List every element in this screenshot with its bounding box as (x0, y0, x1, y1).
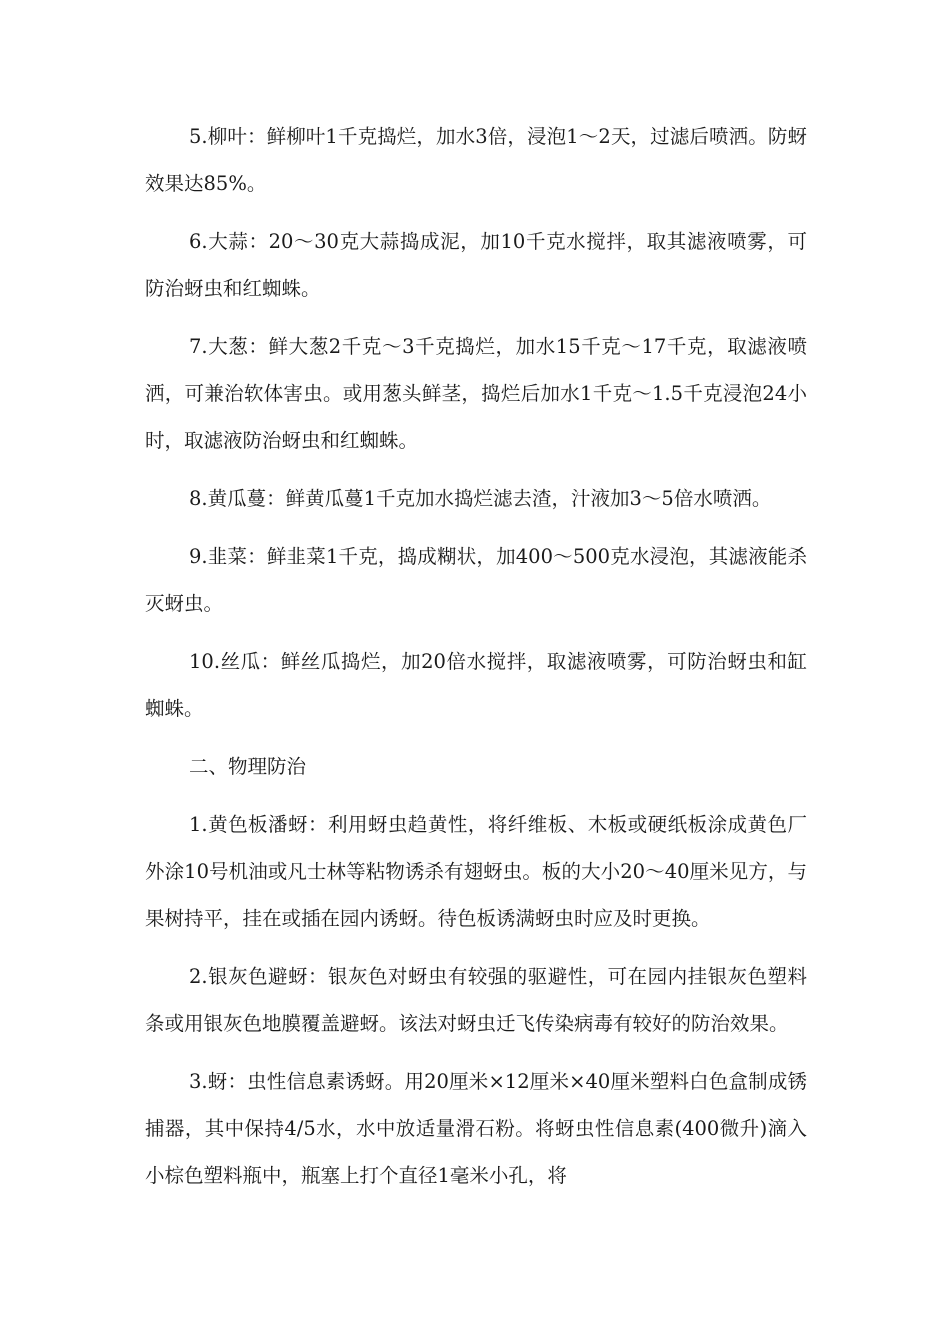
paragraph-pheromone-trap: 3.蚜：虫性信息素诱蚜。用20厘米×12厘米×40厘米塑料白色盒制成锈捕器，其中保持4/5水，水中放适量滑石粉。将蚜虫性信息素(400微升)滴入小棕色塑料瓶中，瓶塞上打个直径1毫米小孔，将 (145, 1070, 807, 1187)
paragraph-silver-gray: 2.银灰色避蚜：银灰色对蚜虫有较强的驱避性，可在园内挂银灰色塑料条或用银灰色地膜覆盖避蚜。该法对蚜虫迁飞传染病毒有较好的防治效果。 (145, 965, 807, 1035)
paragraph-loofah: 10.丝瓜：鲜丝瓜捣烂，加20倍水搅拌，取滤液喷雾，可防治蚜虫和缸蜘蛛。 (145, 650, 807, 720)
paragraph-garlic: 6.大蒜：20～30克大蒜捣成泥，加10千克水搅拌，取其滤液喷雾，可防治蚜虫和红蜘蛛。 (145, 230, 807, 300)
paragraph-yellow-board: 1.黄色板潘蚜：利用蚜虫趋黄性，将纤维板、木板或硬纸板涂成黄色厂外涂10号机油或凡士林等粘物诱杀有翅蚜虫。板的大小20～40厘米见方，与果树持平，挂在或插在园内诱蚜。待色板诱满蚜虫时应及时更换。 (145, 813, 807, 930)
document-body (145, 113, 807, 1210)
section-heading-physical-control: 二、物理防治 (189, 755, 307, 778)
paragraph-green-onion: 7.大葱：鲜大葱2千克～3千克捣烂，加水15千克～17千克，取滤液喷洒，可兼治软体害虫。或用葱头鲜茎，捣烂后加水1千克～1.5千克浸泡24小时，取滤液防治蚜虫和红蜘蛛。 (145, 335, 807, 452)
paragraph-chives: 9.韭菜：鲜韭菜1千克，捣成糊状，加400～500克水浸泡，其滤液能杀灭蚜虫。 (145, 545, 807, 615)
paragraph-willow-leaf: 5.柳叶：鲜柳叶1千克捣烂，加水3倍，浸泡1～2天，过滤后喷洒。防蚜效果达85%。 (145, 125, 807, 195)
paragraph-cucumber-vine: 8.黄瓜蔓：鲜黄瓜蔓1千克加水捣烂滤去渣，汁液加3～5倍水喷洒。 (189, 487, 772, 510)
